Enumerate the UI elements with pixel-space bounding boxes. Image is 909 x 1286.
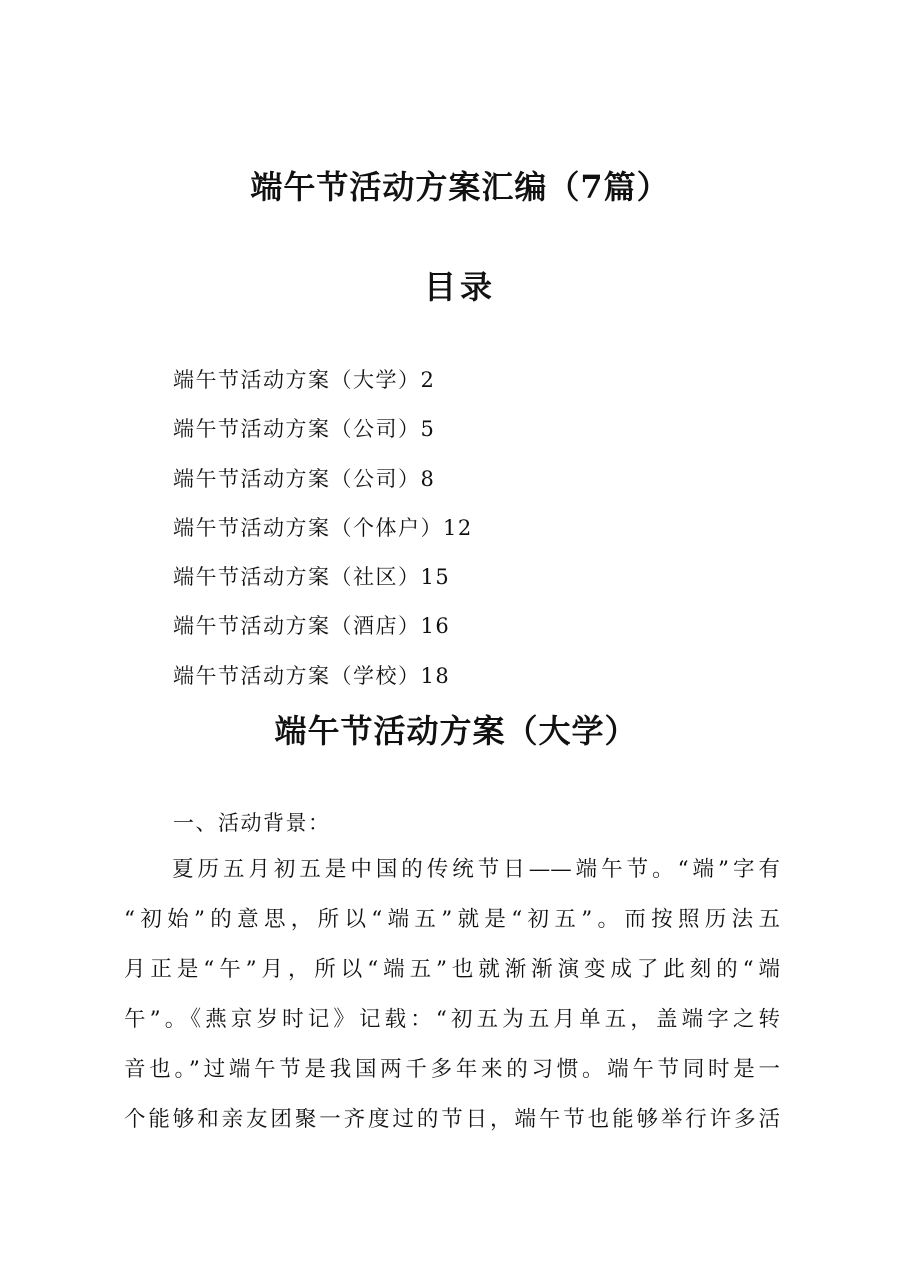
document-title: 端午节活动方案汇编（7篇） xyxy=(250,168,670,206)
toc-entry-hotel: 端午节活动方案（酒店）16 xyxy=(173,614,451,639)
toc-entry-community: 端午节活动方案（社区）15 xyxy=(173,565,451,590)
section-title: 端午节活动方案（大学） xyxy=(274,712,638,750)
toc-entry-school: 端午节活动方案（学校）18 xyxy=(173,663,451,688)
toc-entry-self-employed: 端午节活动方案（个体户）12 xyxy=(173,515,473,540)
toc-entry-university: 端午节活动方案（大学）2 xyxy=(173,368,436,392)
paragraph-line: 个能够和亲友团聚一齐度过的节日，端午节也能够举行许多活 xyxy=(124,1107,780,1132)
section-subheading: 一、活动背景： xyxy=(173,811,331,835)
paragraph-line: 午”。《燕京岁时记》记载：“初五为五月单五，盖端字之转 xyxy=(124,1007,780,1032)
paragraph-line: 夏历五月初五是中国的传统节日——端午节。“端”字有 xyxy=(172,857,780,882)
body-paragraph xyxy=(124,850,780,1150)
toc-entry-company-2: 端午节活动方案（公司）8 xyxy=(173,466,436,491)
table-of-contents xyxy=(173,365,473,710)
paragraph-line: 月正是“午”月，所以“端五”也就渐渐演变成了此刻的“端 xyxy=(124,957,780,982)
paragraph-line: “初始”的意思，所以“端五”就是“初五”。而按照历法五 xyxy=(124,907,780,932)
toc-heading: 目录 xyxy=(423,268,496,306)
toc-entry-company-1: 端午节活动方案（公司）5 xyxy=(173,417,436,442)
paragraph-line: 音也。”过端午节是我国两千多年来的习惯。端午节同时是一 xyxy=(124,1057,780,1082)
